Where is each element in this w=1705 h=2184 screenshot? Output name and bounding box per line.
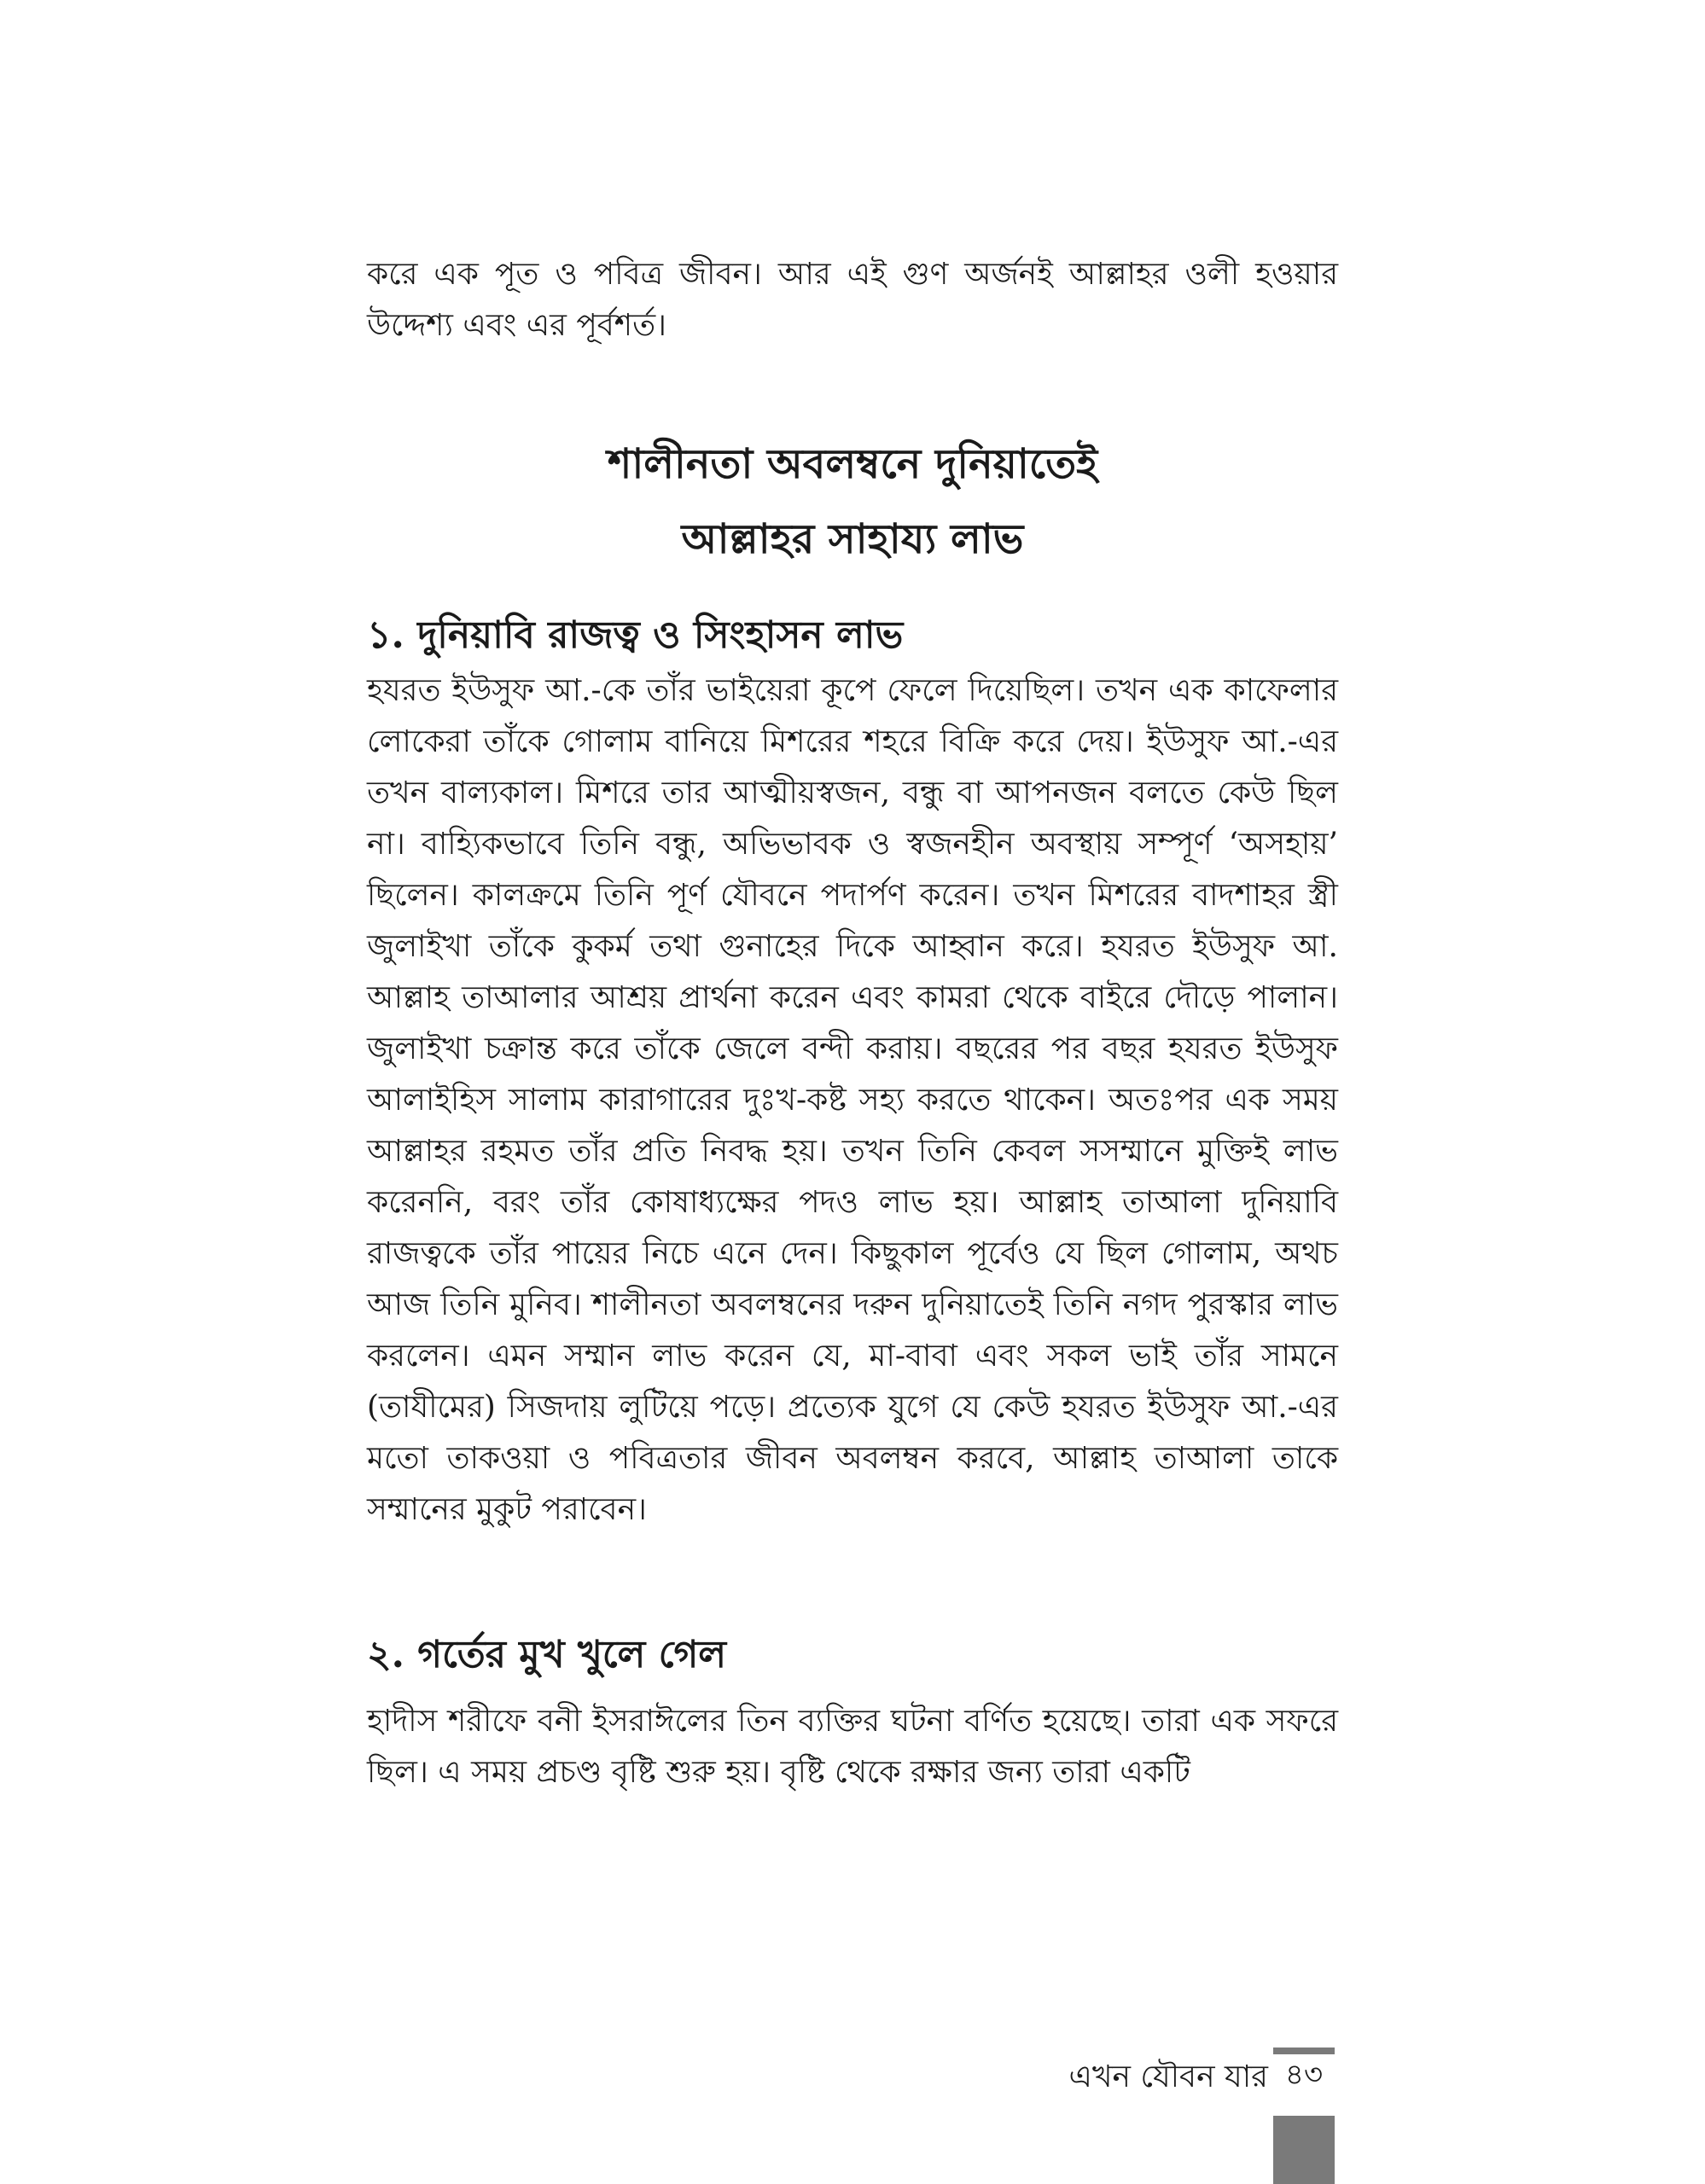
section-2-paragraph: হাদীস শরীফে বনী ইসরাঈলের তিন ব্যক্তির ঘটনা বর্ণিত হয়েছে। তারা এক সফরে ছিল। এ সময় প্রচণ্ড বৃষ্টি শুরু হয়। বৃষ্টি থেকে রক্ষার জন্য তারা একটি [367,1704,1338,1790]
section-1-title: ১. দুনিয়াবি রাজত্ব ও সিংহাসন লাভ [367,613,904,657]
section-2-body-block [367,1696,1338,1798]
section-1-body-block [367,665,1338,1536]
page-number: ৪৩ [1284,2058,1324,2092]
section-2-title: ২. গর্তের মুখ খুলে গেল [367,1633,727,1676]
page-edge-tab [1273,2116,1335,2184]
chapter-heading [367,427,1338,577]
intro-paragraph: করে এক পূত ও পবিত্র জীবন। আর এই গুণ অর্জনই আল্লাহর ওলী হওয়ার উদ্দেশ্য এবং এর পূর্বশর্ত। [367,257,1338,343]
section-1-paragraph: হযরত ইউসুফ আ.-কে তাঁর ভাইয়েরা কূপে ফেলে দিয়েছিল। তখন এক কাফেলার লোকেরা তাঁকে গোলাম বানিয়ে মিশরের শহরে বিক্রি করে দেয়। ইউসুফ আ.-এর তখন বাল্যকাল। মিশরে তার আত্মীয়স্বজন, বন্ধু বা আপনজন বলতে কেউ ছিল না। বাহ্যিকভাবে তিনি বন্ধু, অভিভাবক ও স্বজনহীন অবস্থায় সম্পূর্ণ ‘অসহায়’ ছিলেন। কালক্রমে তিনি পূর্ণ যৌবনে পদার্পণ করেন। তখন মিশরের বাদশাহর স্ত্রী জুলাইখা তাঁকে কুকর্ম তথা গুনাহের দিকে আহ্বান করে। হযরত ইউসুফ আ. আল্লাহ তাআলার আশ্রয় প্রার্থনা করেন এবং কামরা থেকে বাইরে দৌড়ে পালান। জুলাইখা চক্রান্ত করে তাঁকে জেলে বন্দী করায়। বছরের পর বছর হযরত ইউসুফ আলাইহিস সালাম কারাগারের দুঃখ-কষ্ট সহ্য করতে থাকেন। অতঃপর এক সময় আল্লাহর রহমত তাঁর প্রতি নিবদ্ধ হয়। তখন তিনি কেবল সসম্মানে মুক্তিই লাভ করেননি, বরং তাঁর কোষাধ্যক্ষের পদও লাভ হয়। আল্লাহ তাআলা দুনিয়াবি রাজত্বকে তাঁর পায়ের নিচে এনে দেন। কিছুকাল পূর্বেও যে ছিল গোলাম, অথচ আজ তিনি মুনিব। শালীনতা অবলম্বনের দরুন দুনিয়াতেই তিনি নগদ পুরস্কার লাভ করলেন। এমন সম্মান লাভ করেন যে, মা-বাবা এবং সকল ভাই তাঁর সামনে (তাযীমের) সিজদায় লুটিয়ে পড়ে। প্রত্যেক যুগে যে কেউ হযরত ইউসুফ আ.-এর মতো তাকওয়া ও পবিত্রতার জীবন অবলম্বন করবে, আল্লাহ তাআলা তাকে সম্মানের মুকুট পরাবেন। [367,673,1338,1527]
page-tab-top-bar [1273,2048,1335,2054]
chapter-heading-line-1: শালীনতা অবলম্বনে দুনিয়াতেই [607,440,1098,488]
running-footer-book-title: এখন যৌবন যার [1068,2059,1268,2094]
intro-paragraph-block [367,249,1338,351]
chapter-heading-line-2: আল্লাহর সাহায্য লাভ [681,515,1024,563]
